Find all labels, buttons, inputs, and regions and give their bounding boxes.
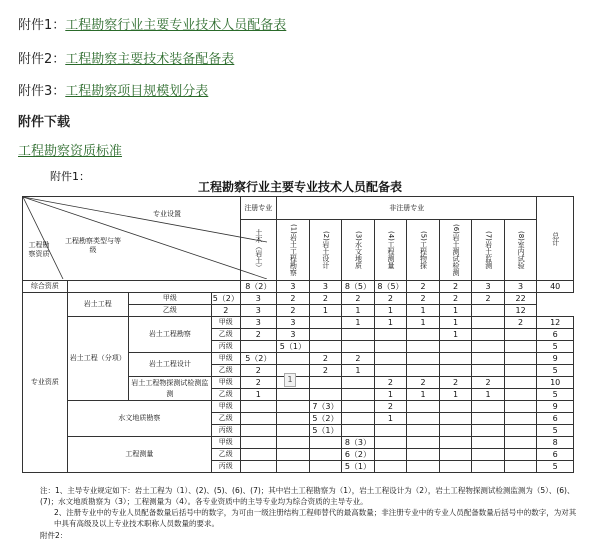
table-cell	[240, 341, 277, 353]
table-cell: 乙级	[212, 329, 240, 341]
table-cell	[504, 329, 537, 341]
table-cell: 2	[374, 401, 407, 413]
table-cell	[374, 353, 407, 365]
header-row-1	[23, 197, 574, 220]
table-cell: 1	[240, 389, 277, 401]
table-cell: 9	[537, 401, 574, 413]
table-cell: 2	[309, 353, 342, 365]
table-cell: 6（2）	[342, 449, 375, 461]
table-cell: 2	[240, 365, 277, 377]
table-cell: 甲级	[212, 353, 240, 365]
table-cell: 乙级	[212, 449, 240, 461]
qualification-line	[18, 140, 122, 159]
table-cell	[342, 401, 375, 413]
table-cell	[472, 365, 505, 377]
table-cell	[439, 353, 472, 365]
table-cell: 5（1）	[309, 425, 342, 437]
attachment-2-line	[18, 48, 234, 67]
table-cell: 5（2）	[309, 413, 342, 425]
table-cell: 1	[342, 317, 375, 329]
table-cell	[240, 401, 277, 413]
table-cell	[342, 425, 375, 437]
table-cell: 10	[537, 377, 574, 389]
table-cell	[407, 413, 440, 425]
table-cell: 2	[504, 317, 537, 329]
table-cell	[472, 437, 505, 449]
table-cell	[472, 353, 505, 365]
table-cell	[504, 353, 537, 365]
table-cell	[439, 425, 472, 437]
table-cell	[504, 401, 537, 413]
table-cell: 岩土工程设计	[128, 353, 211, 377]
attachment-3-link[interactable]: 工程勘察项目规模划分表	[65, 84, 209, 99]
table-cell: 5（1）	[277, 341, 310, 353]
bottom-attachment-label: 附件2：	[40, 531, 68, 540]
table-cell	[374, 329, 407, 341]
download-header: 附件下载	[18, 115, 71, 130]
table-cell: 5	[537, 365, 574, 377]
table-cell: 1	[439, 305, 472, 317]
table-cell	[472, 449, 505, 461]
table-cell	[439, 365, 472, 377]
table-cell: 8（5）	[342, 281, 375, 293]
attachment-2-prefix: 附件2：	[18, 52, 66, 67]
table-cell: 2	[374, 377, 407, 389]
table-cell: 1	[439, 389, 472, 401]
table-cell: 12	[537, 317, 574, 329]
table-cell	[309, 449, 342, 461]
table-cell	[472, 413, 505, 425]
table-cell: 1	[407, 389, 440, 401]
table-cell	[407, 401, 440, 413]
table-body	[23, 281, 574, 473]
table-cell: 2	[309, 365, 342, 377]
doc-title: 工程勘察行业主要专业技术人员配备表	[197, 180, 402, 194]
table-cell	[472, 461, 505, 473]
table-cell: 2	[309, 293, 342, 305]
table-cell: 3	[240, 317, 277, 329]
table-cell: 5（2）	[240, 353, 277, 365]
table-cell	[342, 329, 375, 341]
table-cell	[374, 437, 407, 449]
table-cell	[277, 401, 310, 413]
table-cell: 3	[504, 281, 537, 293]
table-cell	[472, 317, 505, 329]
table-cell: 2	[439, 377, 472, 389]
table-cell: 2	[407, 281, 440, 293]
table-cell	[504, 425, 537, 437]
table-cell	[439, 341, 472, 353]
table-cell: 综合资质	[23, 281, 68, 293]
table-cell: 1	[342, 365, 375, 377]
table-cell: 2	[277, 305, 310, 317]
table-cell	[504, 389, 537, 401]
table-cell	[439, 401, 472, 413]
table-cell: 丙级	[212, 425, 240, 437]
table-cell: 7（3）	[309, 401, 342, 413]
table-cell	[240, 449, 277, 461]
col-header-2: (2)岩土设计	[309, 220, 342, 281]
table-cell: 2	[240, 377, 277, 389]
non-registered-header: 非注册专业	[277, 197, 537, 220]
table-cell	[472, 329, 505, 341]
table-cell: 5	[537, 389, 574, 401]
table-cell: 8（5）	[374, 281, 407, 293]
table-row	[23, 281, 574, 293]
table-cell	[407, 365, 440, 377]
table-cell	[277, 389, 310, 401]
table-cell: 1	[439, 329, 472, 341]
table-cell	[472, 341, 505, 353]
table-cell: 5	[537, 341, 574, 353]
corner-diagonals	[23, 197, 267, 279]
table-cell: 5	[537, 425, 574, 437]
table-cell: 2	[439, 293, 472, 305]
table-cell	[277, 449, 310, 461]
table-cell: 1	[342, 305, 375, 317]
table-cell: 乙级	[128, 305, 211, 317]
major-setting-label: 专业设置	[153, 210, 181, 218]
table-cell: 1	[407, 305, 440, 317]
table-cell	[504, 461, 537, 473]
table-cell	[439, 449, 472, 461]
table-cell	[240, 461, 277, 473]
table-cell	[309, 389, 342, 401]
col-header-0: 土木（岩土）	[240, 220, 277, 281]
table-cell: 1	[309, 305, 342, 317]
table-cell: 5（2）	[212, 294, 239, 303]
table-cell	[504, 377, 537, 389]
table-cell	[407, 461, 440, 473]
table-cell: 1	[374, 389, 407, 401]
attachment-2-link[interactable]: 工程勘察主要技术装备配备表	[65, 52, 235, 67]
table-cell: 1	[374, 413, 407, 425]
table-cell: 岩土工程勘察	[128, 317, 211, 353]
table-cell	[407, 425, 440, 437]
table-cell	[504, 413, 537, 425]
table-cell	[374, 425, 407, 437]
table-cell: 2	[342, 293, 375, 305]
table-cell: 6	[537, 449, 574, 461]
table-cell: 8（2）	[240, 281, 277, 293]
table-cell: 5（1）	[342, 461, 375, 473]
table-cell	[277, 425, 310, 437]
col-header-3: (3)水文地质	[342, 220, 375, 281]
col-header-4: (4)工程测量	[374, 220, 407, 281]
table-cell	[407, 353, 440, 365]
col-header-8: (8)室内试验	[504, 220, 537, 281]
table-cell: 9	[537, 353, 574, 365]
table-row	[23, 401, 574, 413]
table-cell	[374, 449, 407, 461]
table-cell: 22	[504, 293, 537, 305]
table-cell: 3	[277, 329, 310, 341]
table-cell	[67, 281, 240, 293]
col-header-6: (6)岩土测试检测	[439, 220, 472, 281]
table-cell: 2	[472, 293, 505, 305]
table-cell: 3	[309, 281, 342, 293]
table-cell: 岩土工程	[67, 293, 128, 317]
table-cell: 1	[407, 317, 440, 329]
table-cell: 8（3）	[342, 437, 375, 449]
table-cell: 1	[374, 305, 407, 317]
note-2: 2、注册专业中的专业人员配备数量后括号中的数字，为可由一级注册结构工程师替代的最高数量；非注册专业中的专业人员配备数量后括号中的数字，为对其中具有高级及以上专业技术职称人员数量的要求。	[54, 508, 577, 528]
table-cell: 3	[277, 317, 310, 329]
table-cell	[342, 413, 375, 425]
table-cell: 甲级	[212, 377, 240, 389]
table-cell: 3	[472, 281, 505, 293]
table-cell: 丙级	[212, 461, 240, 473]
table-cell	[407, 449, 440, 461]
table-cell	[407, 329, 440, 341]
table-notes	[40, 485, 580, 529]
table-cell: 2	[342, 353, 375, 365]
registered-header: 注册专业	[240, 197, 277, 220]
table-cell	[374, 341, 407, 353]
table-cell	[240, 413, 277, 425]
type-grade-label: 工程勘察类型与等级	[65, 237, 121, 254]
col-header-5: (5)工程物探	[407, 220, 440, 281]
total-header: 总计	[537, 197, 574, 281]
table-cell: 工程测量	[67, 437, 211, 473]
table-cell	[407, 437, 440, 449]
table-cell	[309, 329, 342, 341]
table-cell: 5	[537, 461, 574, 473]
table-cell	[374, 365, 407, 377]
table-cell: 2	[240, 329, 277, 341]
table-cell	[504, 449, 537, 461]
table-cell: 2	[407, 293, 440, 305]
table-cell	[309, 317, 342, 329]
table-cell	[472, 401, 505, 413]
table-cell	[439, 437, 472, 449]
table-cell: 丙级	[212, 341, 240, 353]
table-cell	[309, 437, 342, 449]
attachment-3-line	[18, 80, 208, 99]
table-cell: 岩土工程（分项）	[67, 317, 128, 401]
table-cell	[472, 305, 505, 317]
table-cell: 2	[374, 293, 407, 305]
table-cell	[407, 341, 440, 353]
table-row	[23, 293, 574, 305]
table-cell: 1	[439, 317, 472, 329]
qualification-label: 工程勘察资质	[28, 241, 50, 258]
attachment-1-link[interactable]: 工程勘察行业主要专业技术人员配备表	[65, 18, 287, 33]
table-cell: 6	[537, 413, 574, 425]
table-cell: 2	[277, 293, 310, 305]
table-cell	[374, 461, 407, 473]
table-cell: 3	[240, 293, 277, 305]
table-cell	[240, 437, 277, 449]
table-cell: 乙级	[212, 389, 240, 401]
table-cell: 甲级	[128, 293, 211, 305]
table-cell	[472, 425, 505, 437]
table-cell	[277, 353, 310, 365]
table-cell	[277, 461, 310, 473]
table-cell	[504, 341, 537, 353]
attachment-1-line	[18, 14, 286, 33]
table-cell: 3	[240, 305, 277, 317]
table-cell: 甲级	[212, 317, 240, 329]
table-cell	[277, 413, 310, 425]
staffing-table	[22, 196, 574, 473]
table-cell	[504, 365, 537, 377]
table-cell: 专业资质	[23, 293, 68, 473]
table-cell	[439, 461, 472, 473]
table-cell: 甲级	[212, 437, 240, 449]
corner-header-cell	[23, 197, 241, 281]
page-marker: 1	[284, 373, 296, 387]
table-row	[23, 317, 574, 329]
table-cell: 甲级	[212, 401, 240, 413]
attachment-3-prefix: 附件3：	[18, 84, 66, 99]
table-cell: 岩土工程物探测试检测监测	[128, 377, 211, 401]
table-cell: 8	[537, 437, 574, 449]
table-cell: 2	[472, 377, 505, 389]
table-cell: 2	[212, 305, 240, 317]
table-cell	[309, 341, 342, 353]
table-cell: 2	[439, 281, 472, 293]
table-cell: 40	[537, 281, 574, 293]
table-cell	[309, 377, 342, 389]
table-cell: 1	[472, 389, 505, 401]
table-cell: 乙级	[212, 365, 240, 377]
table-cell	[342, 341, 375, 353]
table-cell	[504, 437, 537, 449]
col-header-7: (7)岩土监测	[472, 220, 505, 281]
table-cell	[240, 425, 277, 437]
table-cell	[439, 413, 472, 425]
table-cell: 3	[277, 281, 310, 293]
table-cell	[342, 389, 375, 401]
table-cell: 12	[504, 305, 537, 317]
table-cell: 1	[374, 317, 407, 329]
table-cell: 乙级	[212, 413, 240, 425]
table-cell	[277, 437, 310, 449]
table-cell: 2	[407, 377, 440, 389]
col-header-1: (1)岩土工程勘察	[277, 220, 310, 281]
table-cell: 6	[537, 329, 574, 341]
table-cell	[309, 461, 342, 473]
qualification-standard-link[interactable]: 工程勘察资质标准	[18, 144, 123, 159]
table-cell	[342, 377, 375, 389]
table-row	[23, 437, 574, 449]
note-1: 注：1、主导专业规定如下：岩土工程为（1）、(2)、(5)、(6)、(7)；其中岩土工程勘察为（1），岩土工程设计为（2），岩土工程物探测试检测监测为（5）、(6)、(7)；水文地质勘察为（3）；工程测量为（4）。各专业资质中的主导专业均为综合资质的主导专业。	[40, 486, 575, 506]
table-cell: 水文地质勘察	[67, 401, 211, 437]
doc-attachment-label: 附件1：	[50, 170, 90, 183]
attachment-1-prefix: 附件1：	[18, 18, 66, 33]
